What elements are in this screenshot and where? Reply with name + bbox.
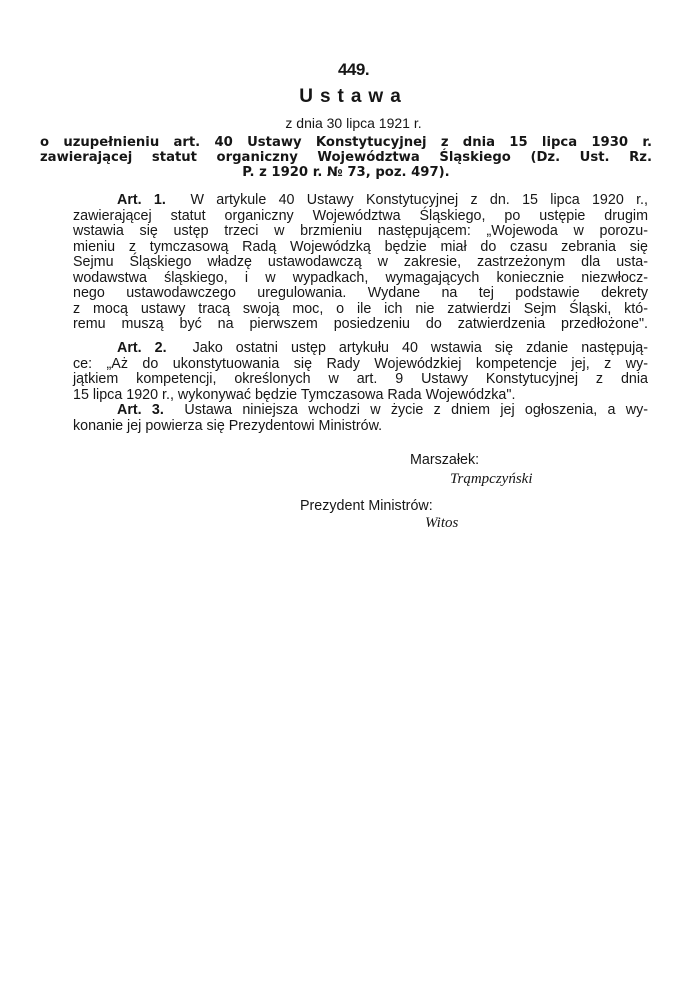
signature-name-marshal: Trąmpczyński (450, 471, 533, 487)
article-1 (73, 193, 648, 333)
article-3 (73, 403, 648, 434)
article-text: Jako ostatni ustęp artykułu 40 wstawia się zdanie następują- (192, 340, 648, 356)
article-text: Ustawa niniejsza wchodzi w życie z dniem jej ogłoszenia, a wy- (184, 402, 648, 418)
article-line: nego ustawodawczego uregulowania. Wydane na tej podstawie dekrety (73, 285, 648, 301)
signature-role-prime-minister: Prezydent Ministrów: (300, 498, 433, 514)
subject-line: zawierającej statut organiczny Województwa Śląskiego (Dz. Ust. Rz. (40, 150, 652, 165)
article-line: mieniu z tymczasową Radą Wojewódzką będzie miał do czasu zebrania się (73, 238, 648, 255)
article-line: zawierającej statut organiczny Województwa Śląskiego, po ustępie drugim (73, 207, 648, 224)
document-title: Ustawa (299, 86, 408, 107)
article-line: konanie jej powierza się Prezydentowi Ministrów. (73, 417, 383, 434)
article-label: Art. 2. (117, 340, 167, 356)
signature-role-marshal: Marszałek: (410, 452, 480, 468)
article-line: remu muszą być na pierwszem posiedzeniu do zatwierdzenia przedłożone". (73, 316, 648, 332)
article-line: Sejmu Śląskiego władzę ustawodawczą w zakresie, zastrzeżonym dla usta- (73, 254, 648, 270)
document-subject (40, 135, 652, 180)
article-line: ce: „Aż do ukonstytuowania się Rady Wojewódzkiej kompetencje jej, z wy- (73, 355, 648, 372)
article-label: Art. 3. (117, 402, 164, 418)
article-line: jątkiem kompetencji, określonych w art. 9 Ustawy Konstytucyjnej z dnia (73, 371, 648, 387)
article-label: Art. 1. (117, 192, 166, 208)
article-line (73, 193, 648, 209)
article-2 (73, 341, 648, 403)
article-line: wstawia się ustęp trzeci w brzmieniu następującem: „Wojewoda w porozu- (73, 223, 648, 239)
signature-name-prime-minister: Witos (425, 515, 459, 531)
article-line (73, 403, 648, 419)
article-line: z mocą ustawy tracą swoją moc, o ile ich nie zatwierdzi Sejm Śląski, któ- (73, 300, 648, 317)
article-text: W artykule 40 Ustawy Konstytucyjnej z dn. 15 lipca 1920 r., (190, 192, 648, 208)
subject-line: o uzupełnieniu art. 40 Ustawy Konstytucyjnej z dnia 15 lipca 1930 r. (40, 135, 652, 150)
subject-line: P. z 1920 r. № 73, poz. 497). (242, 165, 450, 180)
article-line: wodawstwa śląskiego, i w wypadkach, wymagających koniecznie niezwłocz- (73, 269, 648, 286)
act-number: 449. (337, 60, 370, 79)
article-line (73, 341, 648, 357)
article-line: 15 lipca 1920 r., wykonywać będzie Tymczasowa Rada Wojewódzka". (73, 386, 516, 403)
document-date: z dnia 30 lipca 1921 r. (285, 115, 422, 131)
